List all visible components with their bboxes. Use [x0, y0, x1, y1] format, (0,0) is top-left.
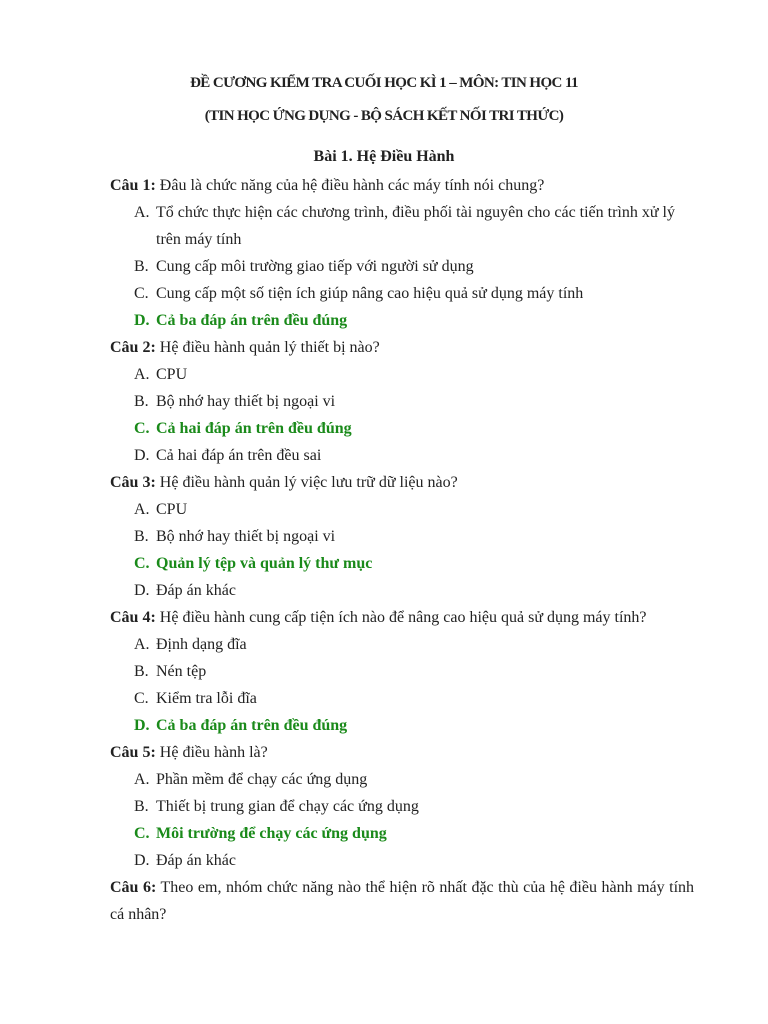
question-text: Đâu là chức năng của hệ điều hành các máy tính nói chung? [159, 177, 545, 194]
answer-option [110, 496, 694, 523]
answer-option [110, 631, 694, 658]
question-text: Hệ điều hành quản lý thiết bị nào? [159, 339, 380, 356]
option-text: Quản lý tệp và quản lý thư mục [156, 555, 373, 572]
answer-option [110, 199, 694, 253]
question-label: Câu 3: [110, 474, 156, 491]
option-text: Đáp án khác [156, 582, 236, 599]
answer-option [110, 442, 694, 469]
question-text: Theo em, nhóm chức năng nào thể hiện rõ nhất đặc thù của hệ điều hành máy tính cá nhân? [110, 879, 695, 923]
option-key: C. [134, 285, 149, 302]
question-label: Câu 1: [110, 177, 156, 194]
answer-option [110, 577, 694, 604]
option-key: B. [134, 663, 149, 680]
option-text: CPU [156, 366, 188, 383]
option-key: B. [134, 393, 149, 410]
answer-option [110, 793, 694, 820]
option-text: Phần mềm để chạy các ứng dụng [156, 771, 368, 788]
section-heading: Bài 1. Hệ Điều Hành [313, 148, 455, 165]
answer-option [110, 766, 694, 793]
answer-option [110, 307, 694, 334]
option-text: Cung cấp một số tiện ích giúp nâng cao hiệu quả sử dụng máy tính [156, 285, 584, 302]
option-text: Nén tệp [156, 663, 207, 680]
answer-option [110, 712, 694, 739]
option-text: Bộ nhớ hay thiết bị ngoại vi [156, 393, 336, 410]
answer-option [110, 388, 694, 415]
question-4 [110, 604, 694, 631]
option-key: A. [134, 366, 150, 383]
answer-option [110, 847, 694, 874]
question-3 [110, 469, 694, 496]
question-5 [110, 739, 694, 766]
option-key: C. [134, 420, 150, 437]
question-2 [110, 334, 694, 361]
option-text: Đáp án khác [156, 852, 236, 869]
option-key: C. [134, 825, 150, 842]
option-key: D. [134, 852, 150, 869]
question-1 [110, 172, 694, 199]
option-key: C. [134, 690, 149, 707]
option-text: Cả hai đáp án trên đều đúng [156, 420, 352, 437]
option-key: B. [134, 528, 149, 545]
question-label: Câu 6: [110, 879, 157, 896]
option-text: Cả hai đáp án trên đều sai [156, 447, 322, 464]
question-label: Câu 4: [110, 609, 156, 626]
question-list [110, 172, 694, 928]
option-text: Kiểm tra lỗi đĩa [156, 690, 257, 707]
answer-option [110, 685, 694, 712]
question-text: Hệ điều hành cung cấp tiện ích nào để nâng cao hiệu quả sử dụng máy tính? [159, 609, 647, 626]
option-text: Cả ba đáp án trên đều đúng [156, 717, 348, 734]
question-text: Hệ điều hành quản lý việc lưu trữ dữ liệu nào? [159, 474, 458, 491]
option-text: Cả ba đáp án trên đều đúng [156, 312, 348, 329]
option-text: Thiết bị trung gian để chạy các ứng dụng [156, 798, 419, 815]
option-key: C. [134, 555, 150, 572]
option-key: A. [134, 636, 150, 653]
option-key: D. [134, 717, 150, 734]
option-key: A. [134, 771, 150, 788]
document-subtitle: (TIN HỌC ỨNG DỤNG - BỘ SÁCH KẾT NỐI TRI THỨC) [204, 108, 564, 124]
answer-option [110, 550, 694, 577]
question-text: Hệ điều hành là? [159, 744, 268, 761]
question-6 [110, 874, 694, 928]
answer-option [110, 280, 694, 307]
question-label: Câu 5: [110, 744, 156, 761]
option-key: D. [134, 447, 150, 464]
option-key: D. [134, 312, 150, 329]
option-text: Môi trường để chạy các ứng dụng [156, 825, 387, 842]
option-text: Tổ chức thực hiện các chương trình, điều phối tài nguyên cho các tiến trình xử lý trên máy tính [156, 204, 675, 248]
option-text: CPU [156, 501, 188, 518]
answer-option [110, 415, 694, 442]
option-key: A. [134, 501, 150, 518]
answer-option [110, 523, 694, 550]
question-label: Câu 2: [110, 339, 156, 356]
answer-option [110, 820, 694, 847]
option-text: Bộ nhớ hay thiết bị ngoại vi [156, 528, 336, 545]
option-text: Định dạng đĩa [156, 636, 247, 653]
option-text: Cung cấp môi trường giao tiếp với người sử dụng [156, 258, 474, 275]
answer-option [110, 361, 694, 388]
answer-option [110, 658, 694, 685]
document-title: ĐỀ CƯƠNG KIỂM TRA CUỐI HỌC KÌ 1 – MÔN: TIN HỌC 11 [190, 75, 578, 91]
option-key: A. [134, 204, 150, 221]
option-key: B. [134, 258, 149, 275]
option-key: D. [134, 582, 150, 599]
answer-option [110, 253, 694, 280]
option-key: B. [134, 798, 149, 815]
